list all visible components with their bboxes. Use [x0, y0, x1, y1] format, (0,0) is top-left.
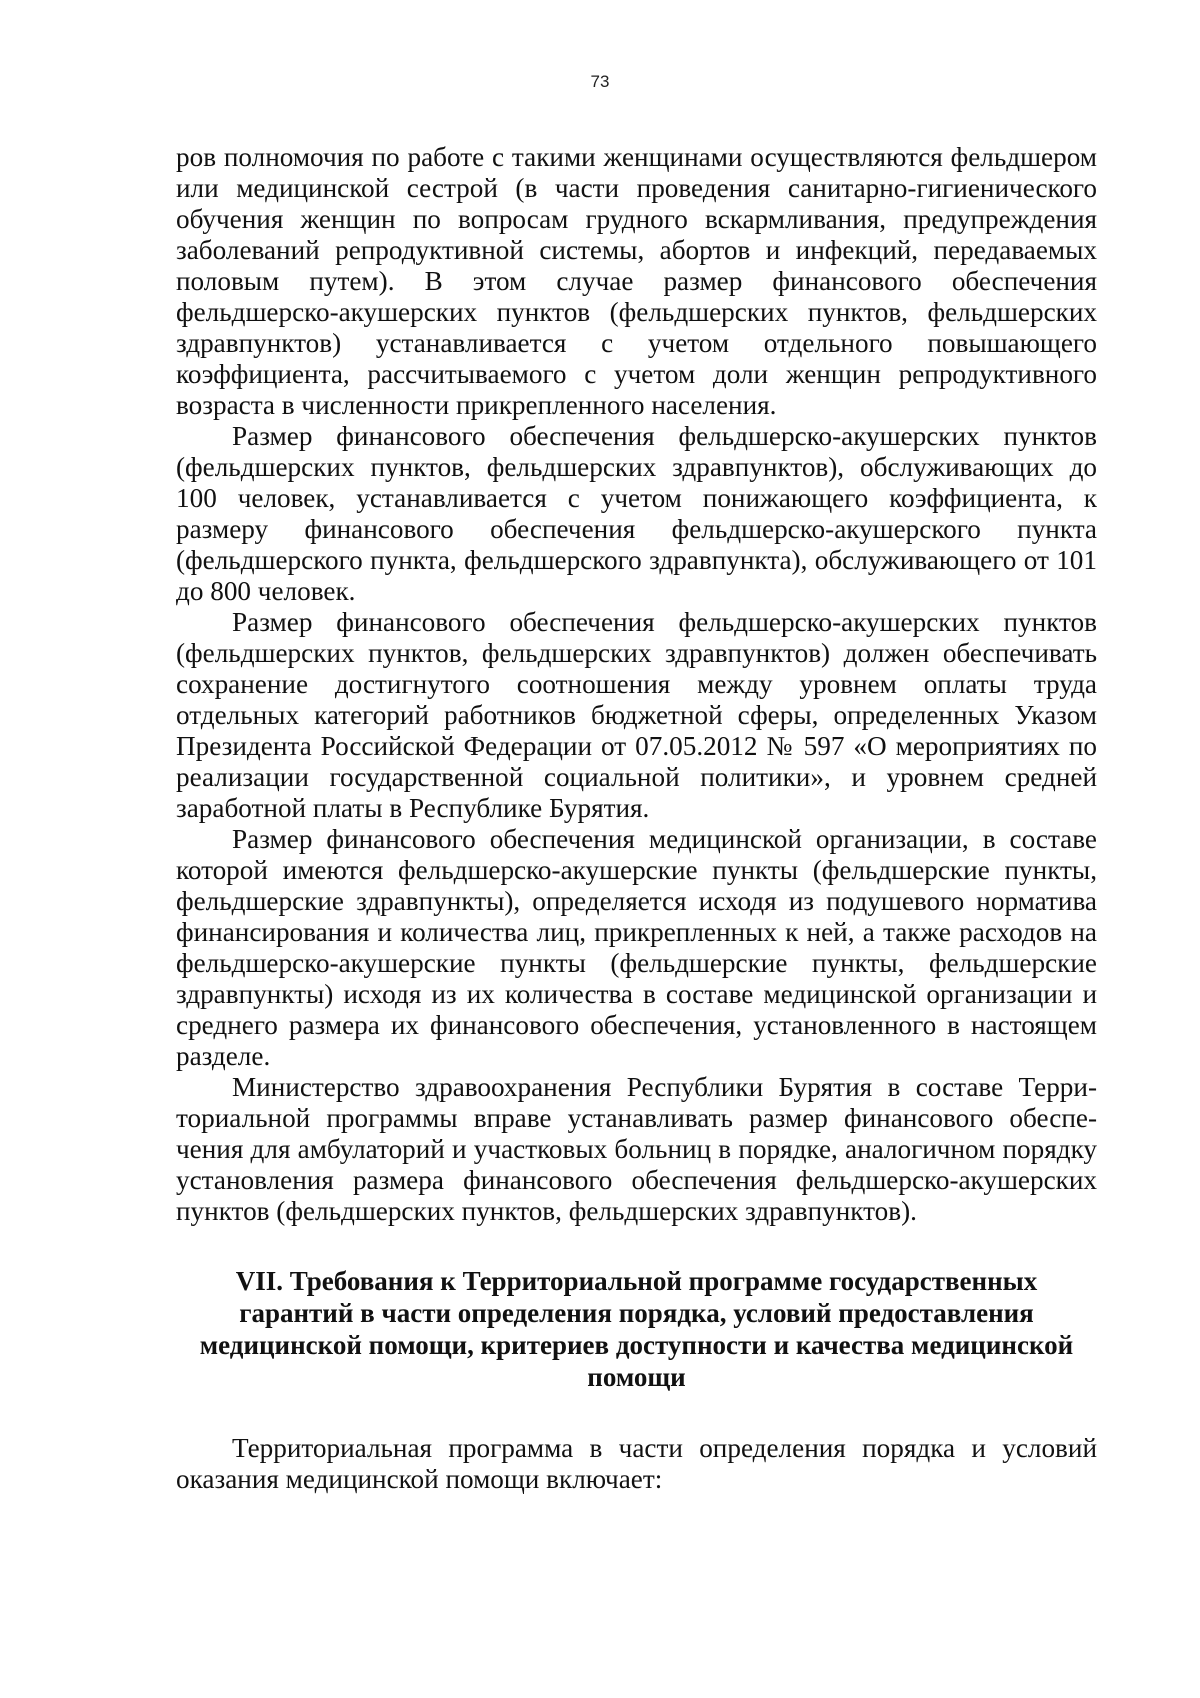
paragraph-fap-small-settlements: Размер финансового обеспечения фельдшерско-акушерских пунктов (фельдшерских пунктов, фельдшерских здравпунктов), обслуживающих до 100 человек, устанавливается с учетом понижающего коэффициента, к размеру финансового обеспечения фельдшерско-акушерского пункта (фельдшерского пункта, фельдшерского здравпункта), обслуживающего от 101 до 800 человек.	[176, 421, 1097, 606]
paragraph-continuation: ров полномочия по работе с такими женщинами осуществляются фельдшером или медицинской сестрой (в части проведения санитарно-гигиенического обучения женщин по вопросам грудного вскармливания, предупреждения заболеваний репродуктивной системы, абортов и инфекций, передаваемых половым путем). В этом случае размер финансового обеспечения фельдшерско-акушерских пунктов (фельдшерских пунктов, фельдшерских здравпунктов) устанавливается с учетом отдельного повышающего коэффициента, рассчитываемого с учетом доли женщин репродуктивного возраста в численности прикрепленного населения.	[176, 142, 1097, 420]
page-number: 73	[590, 72, 610, 91]
document-body	[176, 142, 1097, 1495]
paragraph-medical-organization-funding: Размер финансового обеспечения медицинской организации, в составе которой имеются фельдшерско-акушерские пункты (фельдшерские пункты, фельдшерские здравпункты), определяется исходя из подушевого норматива финансирования и количества лиц, прикрепленных к ней, а также расходов на фельдшерско-акушерские пункты (фельдшерские пункты, фельдшерские здравпункты) исходя из их количества в составе медицинской организации и среднего размера их финансового обеспечения, установленного в настоящем разделе.	[176, 824, 1097, 1071]
paragraph-fap-salary-ratio: Размер финансового обеспечения фельдшерско-акушерских пунктов (фельдшерских пунктов, фельдшерских здравпунктов) должен обеспечивать сохранение достигнутого соотношения между уровнем оплаты труда отдельных категорий работников бюджетной сферы, определенных Указом Президента Российской Федерации от 07.05.2012 № 597 «О мероприятиях по реализации государственной социальной политики», и уровнем средней заработной платы в Республике Бурятия.	[176, 607, 1097, 823]
paragraph-program-includes: Территориальная программа в части определения порядка и условий оказания медицинской помощи включает:	[176, 1433, 1097, 1494]
paragraph-ministry-authority: Министерство здравоохранения Республики Бурятия в составе Территориальной программы вправе устанавливать размер финансового обеспечения для амбулаторий и участковых больниц в порядке, аналогичном порядку установления размера финансового обеспечения фельдшерско-акушерских пунктов (фельдшерских пунктов, фельдшерских здравпунктов).	[176, 1072, 1097, 1226]
section-heading: VII. Требования к Территориальной программе государственных гарантий в части определения порядка, условий предоставления медицинской помощи, критериев доступности и качества медицинской помощи	[199, 1266, 1074, 1392]
